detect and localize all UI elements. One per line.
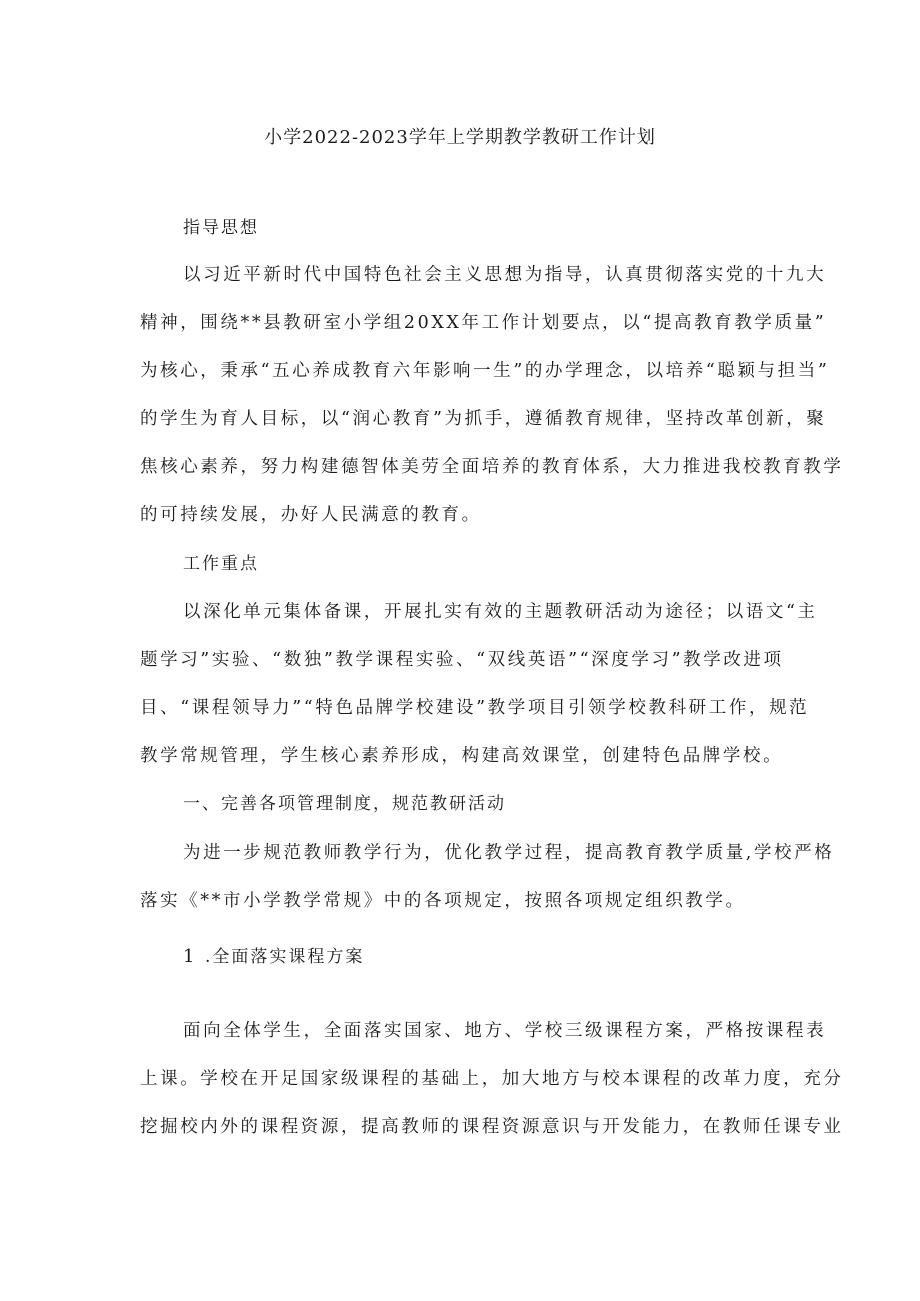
- heading-guiding-thought: 指导思想: [183, 218, 259, 238]
- subsection-number: 1: [183, 946, 195, 967]
- paragraph-line: 为核心，秉承“五心养成教育六年影响一生”的办学理念，以培养“聪颖与担当”: [140, 361, 830, 381]
- paragraph-line: 目、“课程领导力”“特色品牌学校建设”教学项目引领学校教科研工作，规范: [140, 698, 810, 718]
- paragraph-line: 落实《**市小学教学常规》中的各项规定，按照各项规定组织教学。: [140, 891, 746, 911]
- subsection-title: .全面落实课程方案: [205, 947, 365, 967]
- document-title: 小学2022-2023学年上学期教学教研工作计划: [264, 127, 656, 148]
- heading-subsection-one: [183, 943, 364, 971]
- paragraph-line: 教学常规管理，学生核心素养形成，构建高效课堂，创建特色品牌学校。: [140, 746, 784, 766]
- paragraph-line: 挖掘校内外的课程资源，提高教师的课程资源意识与开发能力，在教师任课专业: [140, 1117, 844, 1137]
- heading-work-focus: 工作重点: [183, 554, 259, 574]
- paragraph-line: 焦核心素养，努力构建德智体美劳全面培养的教育体系，大力推进我校教育教学: [140, 457, 844, 477]
- paragraph-line: 为进一步规范教师教学行为，优化教学过程，提高教育教学质量,学校严格: [183, 843, 835, 863]
- paragraph-line: 的学生为育人目标，以“润心教育”为抓手，遵循教育规律，坚持改革创新，聚: [140, 409, 827, 429]
- paragraph-line: 的可持续发展，办好人民满意的教育。: [140, 505, 482, 525]
- paragraph-line: 面向全体学生，全面落实国家、地方、学校三级课程方案，严格按课程表: [183, 1021, 827, 1041]
- heading-section-one: 一、完善各项管理制度，规范教研活动: [183, 794, 506, 814]
- paragraph-line: 上课。学校在开足国家级课程的基础上，加大地方与校本课程的改革力度，充分: [140, 1069, 844, 1089]
- paragraph-line: 以深化单元集体备课，开展扎实有效的主题教研活动为途径；以语文“主: [183, 602, 818, 622]
- paragraph-line: 精神，围绕**县教研室小学组20XX年工作计划要点，以“提高教育教学质量”: [140, 313, 827, 333]
- paragraph-line: 以习近平新时代中国特色社会主义思想为指导，认真贯彻落实党的十九大: [183, 265, 827, 285]
- paragraph-line: 题学习”实验、“数独”教学课程实验、“双线英语”“深度学习”教学改进项: [140, 650, 784, 670]
